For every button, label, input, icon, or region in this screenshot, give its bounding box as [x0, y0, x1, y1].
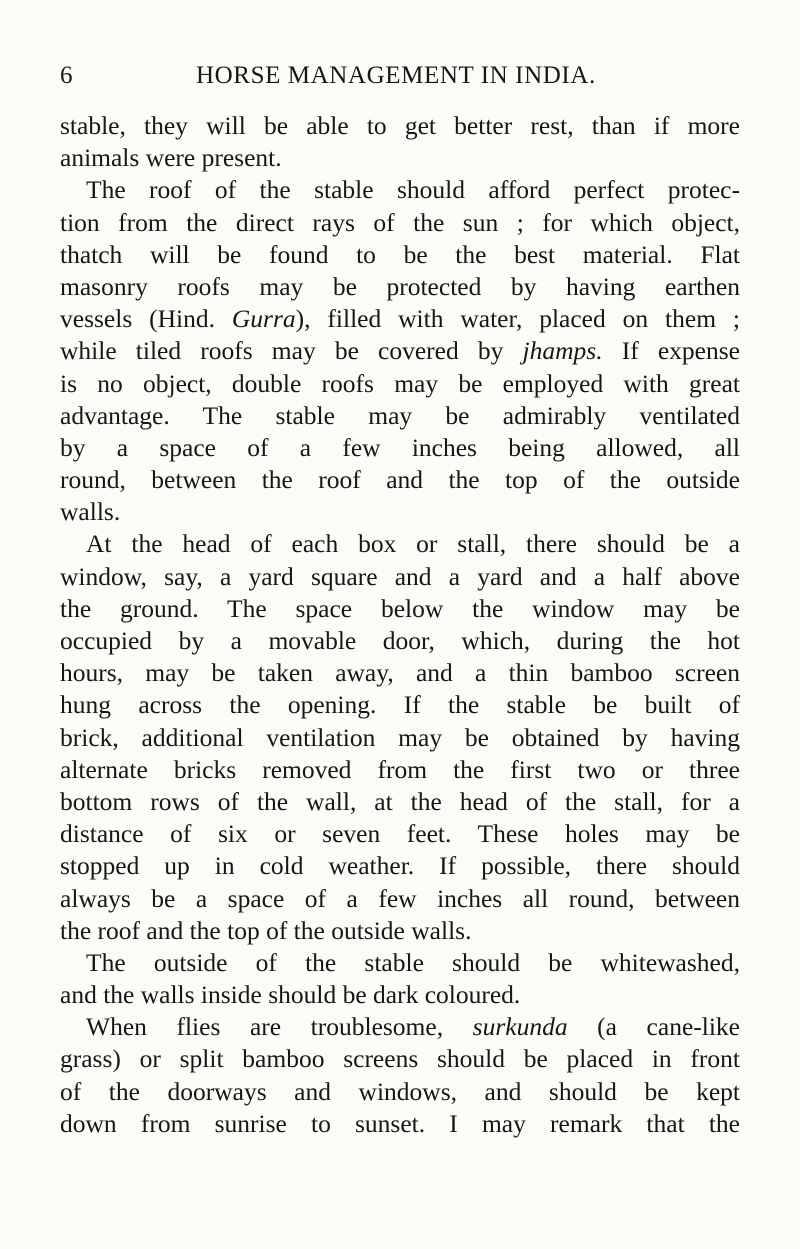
text-line: occupied by a movable door, which, during the hot [60, 626, 740, 655]
text-line: At the head of each box or stall, there should be a [86, 529, 740, 559]
text-line: and the walls inside should be dark coloured. [60, 980, 521, 1010]
text-line: is no object, double roofs may be employed with great [60, 368, 740, 398]
page-number: 6 [60, 62, 74, 89]
text-segment: When flies are troublesome, [86, 1012, 473, 1042]
text-line: of the doorways and windows, and should be kept [60, 1076, 740, 1106]
running-title: HORSE MANAGEMENT IN INDIA. [196, 62, 596, 89]
text-line: distance of six or seven feet. These holes may be [60, 819, 740, 849]
text-line: thatch will be found to be the best material. Flat [60, 239, 740, 269]
text-line: brick, additional ventilation may be obtained by having [60, 722, 740, 752]
text-line: The roof of the stable should afford perfect protec- [86, 175, 740, 205]
text-line: walls. [60, 497, 121, 527]
text-line: the ground. The space below the window may be [60, 593, 740, 623]
text-line [60, 303, 740, 335]
text-line: down from sunrise to sunset. I may remark that the [60, 1108, 740, 1138]
text-line: stopped up in cold weather. If possible, there should [60, 851, 740, 881]
text-segment: ), filled with water, placed on them ; [295, 304, 740, 334]
text-segment: vessels (Hind. [60, 304, 232, 334]
text-line: hours, may be taken away, and a thin bamboo screen [60, 658, 740, 688]
text-line: The outside of the stable should be whitewashed, [86, 947, 740, 977]
text-line: the roof and the top of the outside walls. [60, 915, 472, 945]
text-segment: while tiled roofs may be covered by [60, 336, 523, 366]
body-text [60, 110, 740, 1140]
text-line: by a space of a few inches being allowed, all [60, 432, 740, 462]
text-line: tion from the direct rays of the sun ; for which object, [60, 207, 740, 237]
text-line: always be a space of a few inches all round, between [60, 883, 740, 913]
text-line [60, 335, 740, 367]
text-line: round, between the roof and the top of the outside [60, 465, 740, 495]
italic-term: jhamps. [522, 336, 603, 366]
text-line: hung across the opening. If the stable be built of [60, 690, 740, 720]
text-line: window, say, a yard square and a yard and a half above [60, 561, 740, 591]
text-line: stable, they will be able to get better rest, than if more [60, 111, 740, 140]
text-line: animals were present. [60, 143, 282, 173]
text-line: bottom rows of the wall, at the head of the stall, for a [60, 786, 740, 816]
text-segment: If expense [602, 336, 740, 366]
italic-term: Gurra [231, 304, 296, 334]
text-line: grass) or split bamboo screens should be placed in front [60, 1044, 740, 1074]
page-header [56, 62, 744, 98]
text-line: masonry roofs may be protected by having earthen [60, 271, 740, 301]
text-segment: (a cane-like [567, 1012, 740, 1042]
text-line: advantage. The stable may be admirably ventilated [60, 400, 740, 430]
italic-term: surkunda [472, 1012, 568, 1042]
text-line [60, 1011, 740, 1043]
text-line: alternate bricks removed from the first two or three [60, 754, 740, 784]
